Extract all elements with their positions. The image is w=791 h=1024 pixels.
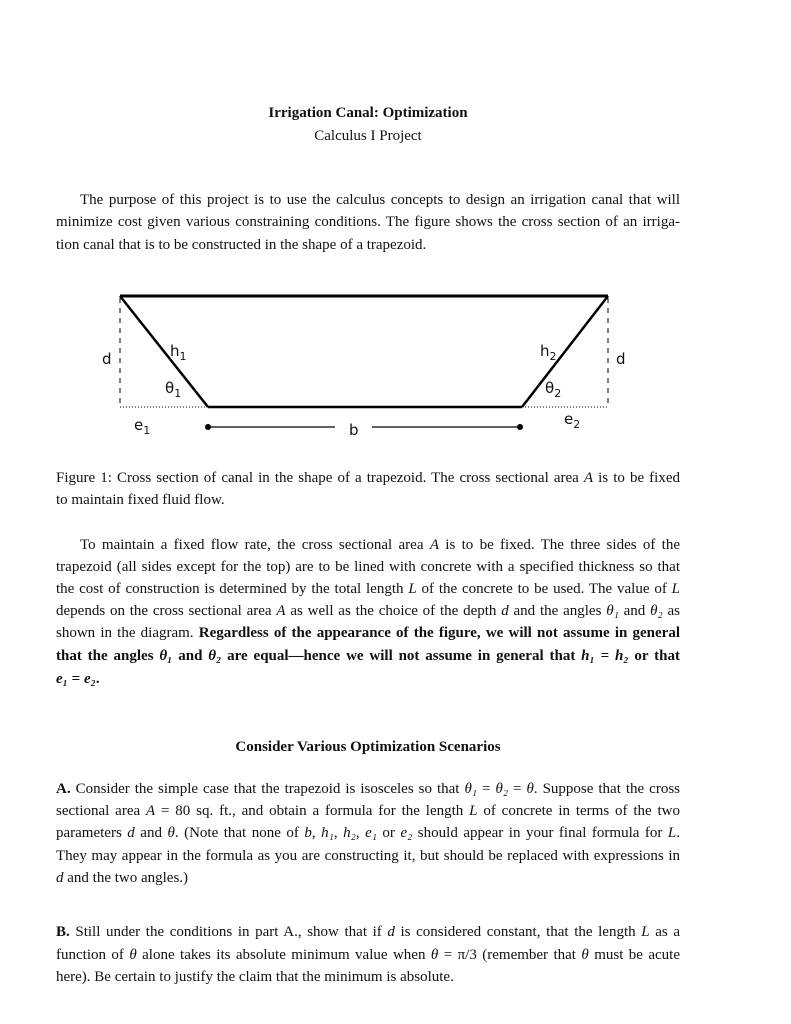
label-d-right: d [616,350,626,368]
text-segment: or [376,825,401,841]
text-segment: to maintain fixed fluid flow. [56,492,225,508]
text-segment: θ₂ [208,648,222,664]
text-segment: L [408,581,417,597]
text-segment: Figure 1: Cross section of canal in the shape of a trapezoid. The cross sectional area [56,470,584,486]
text-segment: A [429,537,439,553]
text-segment: L [469,803,478,819]
text-segment: h₁ [581,648,595,664]
text-line [56,945,680,965]
label-h2: $h_2$ [540,342,557,363]
text-segment: = [594,648,615,664]
text-segment: and [618,603,651,619]
text-segment: = [508,781,527,797]
text-line [56,846,680,866]
text-segment: h₂ [615,648,629,664]
canal-right-side [522,296,608,407]
text-line [56,823,680,843]
text-line [56,801,680,821]
text-segment: shown in the diagram. [56,625,199,641]
text-line [56,601,680,621]
text-line [56,868,680,888]
text-segment: alone takes its absolute minimum value when [136,947,431,963]
text-segment: e₁ [56,671,68,687]
text-segment: Regardless of the appearance of the figure, we will not assume in general [198,625,680,641]
text-segment: here). Be certain to justify the claim that the minimum is absolute. [56,969,454,985]
text-segment: e₁ [365,825,377,841]
text-line [56,490,680,510]
text-line [56,557,680,577]
text-segment: A. [56,781,71,797]
text-line [56,235,680,255]
text-segment: = [477,781,496,797]
text-segment: minimize cost given various constraining conditions. The figure shows the cross section of an irriga- [56,214,680,230]
text-segment: θ [526,781,534,797]
text-segment: is to be fixed [593,470,681,486]
text-segment: The purpose of this project is to use the calculus concepts to design an irrigation canal that will [80,192,680,208]
text-segment: = π/3 [438,947,477,963]
text-segment: should appear in your final formula for [412,825,668,841]
text-segment: h₁ [321,825,334,841]
text-segment: (remember that [476,947,582,963]
text-segment: sectional area [56,803,146,819]
text-segment: depends on the cross sectional area [56,603,277,619]
label-theta2: $\theta_2$ [545,379,562,400]
label-e1: $e_1$ [134,416,151,437]
trapezoid-figure [90,280,650,440]
text-line [56,779,680,799]
document-subtitle: Calculus I Project [314,128,422,144]
text-segment: tion canal that is to be constructed in the shape of a trapezoid. [56,237,427,253]
text-segment: as [662,603,680,619]
text-segment: of the concrete to be used. The value of [416,581,672,597]
text-segment: θ [129,947,137,963]
text-segment: . [676,825,680,841]
text-segment: as a [649,924,681,940]
text-segment: A [276,603,286,619]
text-segment: h₂ [343,825,356,841]
text-line [56,623,680,643]
text-line [56,468,680,488]
text-segment: and the two angles.) [63,870,189,886]
label-b: b [349,421,359,439]
canal-left-side [120,296,208,407]
text-segment: A [145,803,156,819]
text-segment: θ₁ [606,603,619,619]
text-segment: To maintain a fixed flow rate, the cross sectional area [80,537,430,553]
text-segment: b [304,825,312,841]
text-segment: L [667,825,677,841]
text-segment: d [56,870,64,886]
text-segment: They may appear in the formula as you are constructing it, but should be replaced with expressions in [56,848,680,864]
text-segment: , [355,825,366,841]
text-segment: θ₁ [159,648,173,664]
text-segment: B. [56,924,70,940]
text-segment: is considered constant, that the length [394,924,642,940]
text-segment: = 80 sq. ft., and obtain a formula for the length [155,803,470,819]
text-line [80,190,680,210]
text-segment: Consider the simple case that the trapezoid is isosceles so that [70,781,465,797]
text-segment: d [501,603,509,619]
text-segment: . [95,671,100,687]
text-segment: . Suppose that the cross [533,781,680,797]
text-segment: Still under the conditions in part A., show that if [69,924,388,940]
text-segment: and [172,648,209,664]
text-segment: are equal—hence we will not assume in general that [221,648,582,664]
label-d-left: d [102,350,112,368]
label-h1: $h_1$ [170,342,187,363]
text-line [56,669,680,689]
text-segment: as well as the choice of the depth [285,603,502,619]
text-segment: or that [628,648,680,664]
text-segment: = [67,671,84,687]
text-segment: . (Note that none of [174,825,305,841]
text-line [80,535,680,555]
text-segment: L [641,924,650,940]
text-segment: θ₂ [495,781,509,797]
text-segment: the cost of construction is determined by the total length [56,581,409,597]
text-segment: θ₂ [650,603,663,619]
text-segment: θ [167,825,175,841]
text-segment: , [333,825,344,841]
text-segment: parameters [56,825,128,841]
text-segment: and [134,825,168,841]
text-segment: A [583,470,594,486]
text-segment: that the angles [56,648,160,664]
section-heading: Consider Various Optimization Scenarios [235,739,501,755]
text-segment: L [671,581,680,597]
text-segment: e₂ [83,671,96,687]
text-segment: d [387,924,395,940]
text-segment: function of [56,947,130,963]
text-segment: θ [430,947,439,963]
text-segment: of concrete in terms of the two [477,803,681,819]
label-theta1: $\theta_1$ [165,379,182,400]
text-segment: is to be fixed. The three sides of the [438,537,680,553]
document-title: Irrigation Canal: Optimization [268,105,468,121]
text-segment: , [311,825,322,841]
text-segment: trapezoid (all sides except for the top) are to be lined with concrete with a specified thickness so that [56,559,680,575]
text-line [56,579,680,599]
text-segment: θ [581,947,589,963]
text-segment: and the angles [508,603,607,619]
text-line [56,212,680,232]
label-e2: $e_2$ [564,410,581,431]
text-line [56,967,680,987]
text-segment: θ₁ [464,781,478,797]
text-line [56,922,680,942]
text-line [56,646,680,666]
text-segment: d [127,825,135,841]
text-segment: e₂ [400,825,413,841]
text-segment: must be acute [588,947,681,963]
